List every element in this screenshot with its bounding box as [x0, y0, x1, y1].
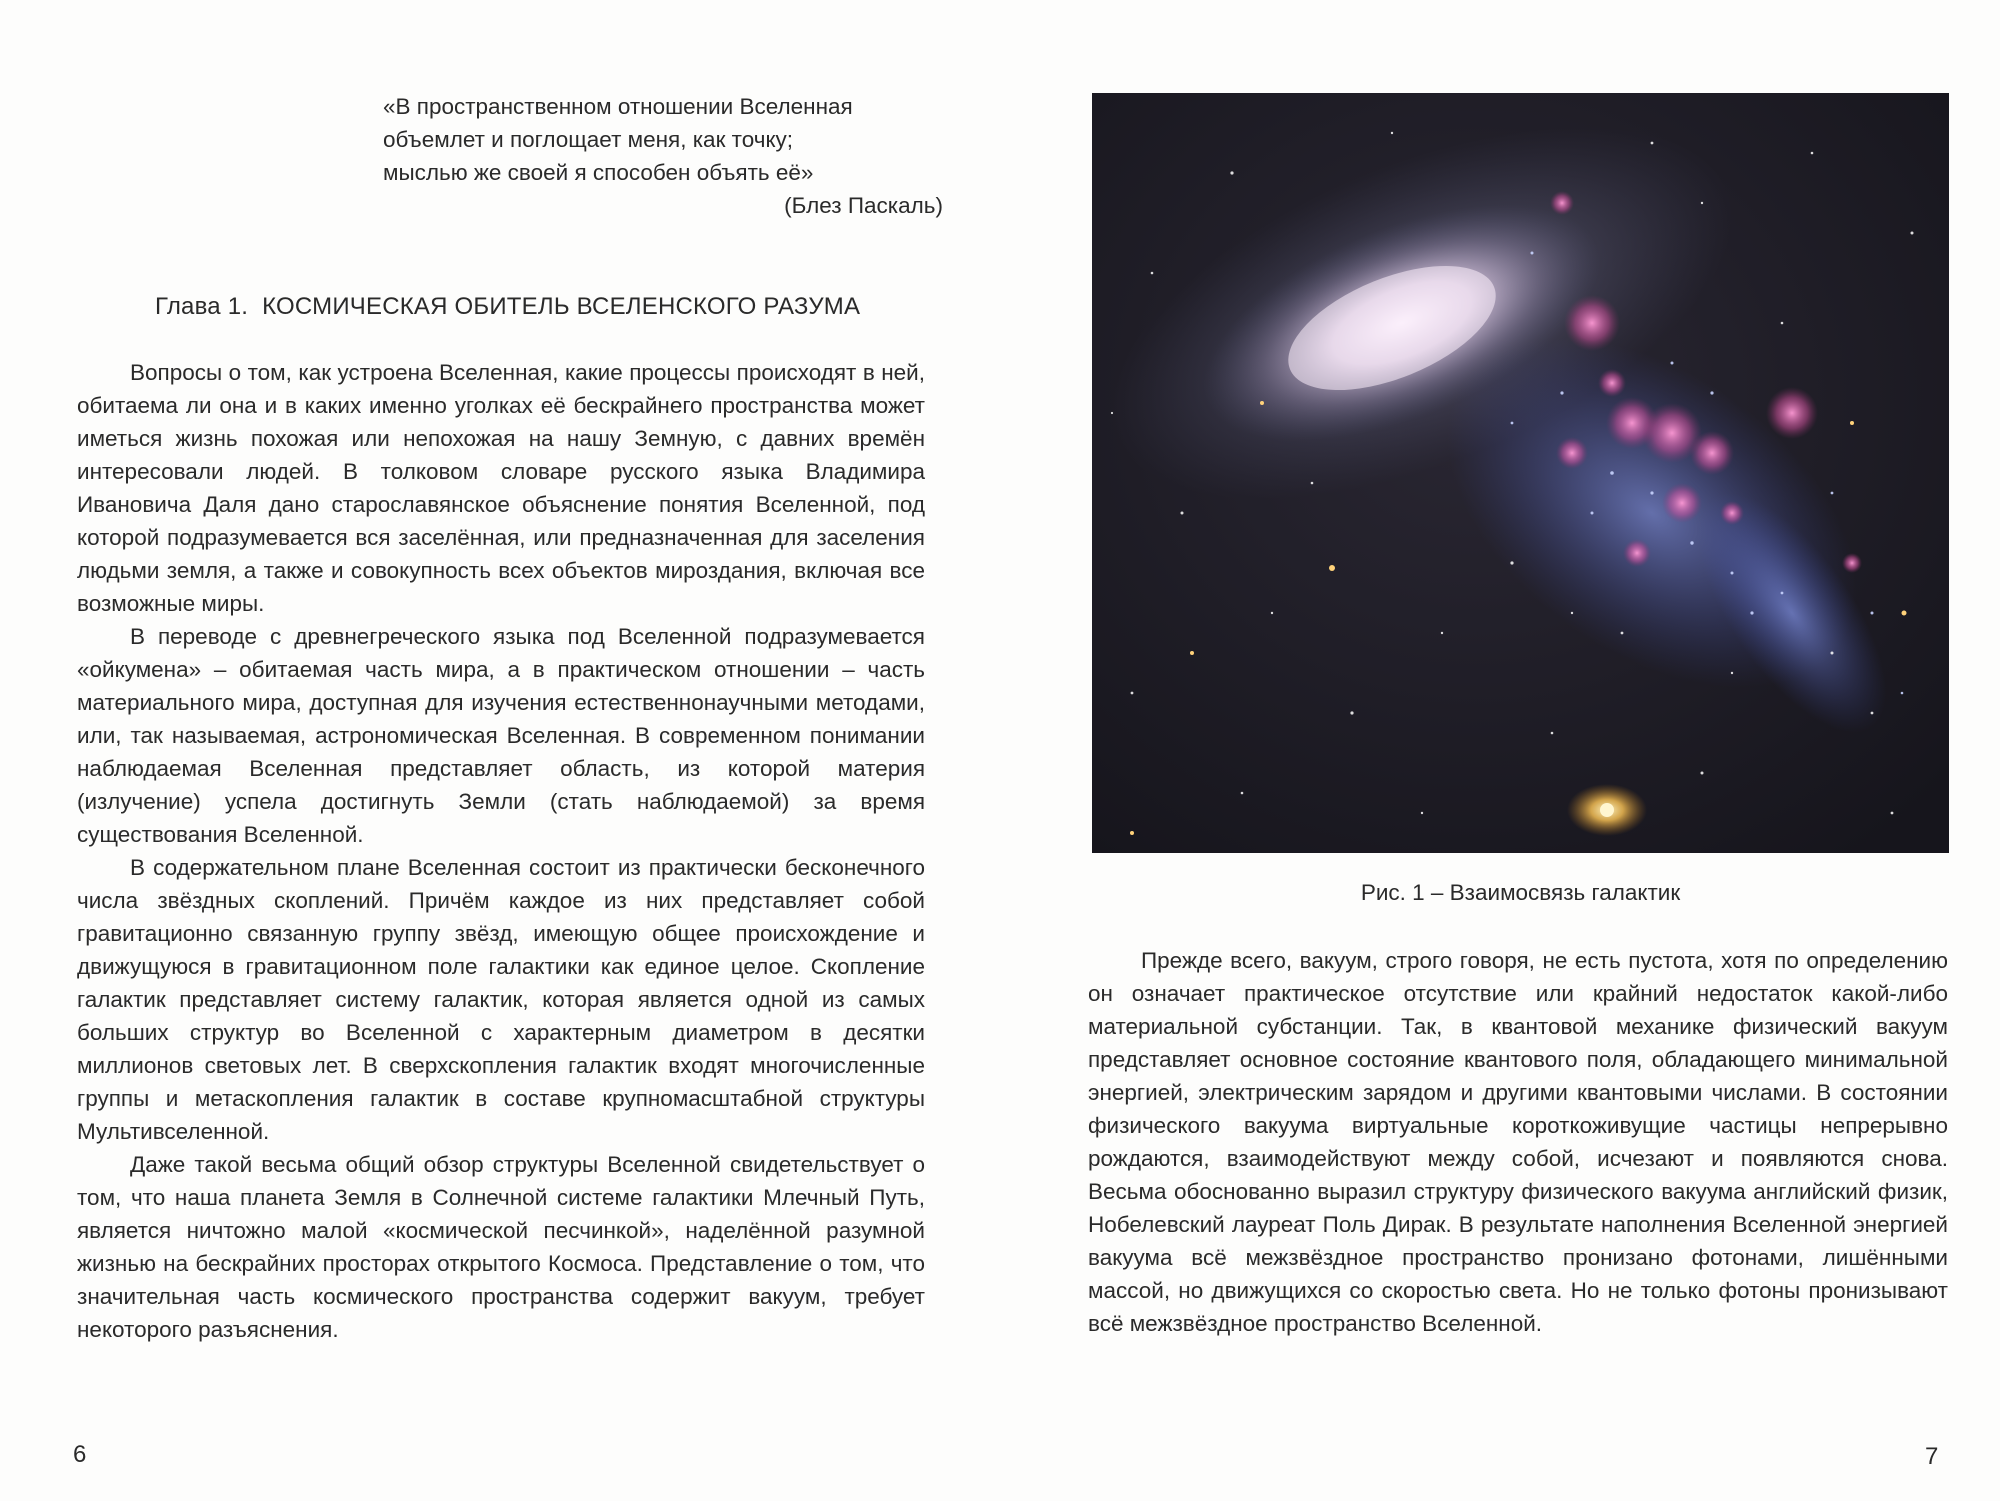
- right-page: [1000, 0, 2000, 1501]
- galaxy-image: [1092, 93, 1949, 853]
- paragraph: Даже такой весьма общий обзор структуры Вселенной свидетельствует о том, что наша планета Земля в Солнечной системе галактики Млечный Путь, является ничтожно малой «космической песчинкой», наделённой разумной жизнью на бескрайних просторах открытого Космоса. Представление о том, что значительная часть космического пространства содержит вакуум, требует некоторого разъяснения.: [77, 1152, 925, 1342]
- paragraph: Прежде всего, вакуум, строго говоря, не есть пустота, хотя по определению он означает практическое отсутствие или крайний недостаток какой-либо материальной субстанции. Так, в квантовой механике физический вакуум представляет основное состояние квантового поля, обладающего минимальной энергией, электрическим зарядом и другими квантовыми числами. В состоянии физического вакуума виртуальные короткоживущие частицы непрерывно рождаются, взаимодействуют между собой, исчезают и появляются снова. Весьма обоснованно выразил структуру физического вакуума английский физик, Нобелевский лауреат Поль Дирак. В результате наполнения Вселенной энергией вакуума всё межзвёздное пространство пронизано фотонами, лишёнными массой, но движущихся со скоростью света. Но не только фотоны пронизывают всё межзвёздное пространство Вселенной.: [1088, 948, 1948, 1336]
- epigraph: [383, 90, 943, 222]
- paragraph: Вопросы о том, как устроена Вселенная, какие процессы происходят в ней, обитаема ли она и в каких именно уголках её бескрайнего пространства может иметься жизнь похожая или непохожая на нашу Земную, с давних времён интересовали людей. В толковом словаре русского языка Владимира Ивановича Даля дано старославянское объяснение понятия Вселенной, под которой подразумевается вся заселённая, или предназначенная для заселения людьми земля, а также и совокупность всех объектов мироздания, включая все возможные миры.: [77, 360, 925, 616]
- left-body-text: [77, 356, 925, 1346]
- figure-caption: Рис. 1 – Взаимосвязь галактик: [1360, 880, 1681, 905]
- epigraph-line: объемлет и поглощает меня, как точку;: [383, 127, 794, 152]
- paragraph: В переводе с древнегреческого языка под Вселенной подразумевается «ойкумена» – обитаемая часть мира, а в практическом отношении – часть материального мира, доступная для изучения естественнонаучными методами, или, так называемая, астрономическая Вселенная. В современном понимании наблюдаемая Вселенная представляет область, из которой материя (излучение) успела достигнуть Земли (стать наблюдаемой) за время существования Вселенной.: [77, 624, 925, 847]
- page-number-left: 6: [73, 1441, 87, 1468]
- chapter-heading: КОСМИЧЕСКАЯ ОБИТЕЛЬ ВСЕЛЕНСКОГО РАЗУМА: [262, 293, 861, 320]
- chapter-title: [155, 290, 955, 324]
- epigraph-author: (Блез Паскаль): [784, 193, 943, 218]
- galaxy-figure: [1092, 93, 1949, 853]
- chapter-label: Глава 1.: [155, 293, 249, 320]
- epigraph-line: «В пространственном отношении Вселенная: [383, 94, 853, 119]
- page-number-right: 7: [1925, 1443, 1939, 1470]
- paragraph: В содержательном плане Вселенная состоит из практически бесконечного числа звёздных скоплений. Причём каждое из них представляет собой гравитационно связанную группу звёзд, имеющую общее происхождение и движущуюся в гравитационном поле галактики как единое целое. Скопление галактик представляет систему галактик, которая является одной из самых больших структур во Вселенной с характерным диаметром в десятки миллионов световых лет. В сверхскопления галактик входят многочисленные группы и метаскопления галактик в составе крупномасштабной структуры Мультивселенной.: [77, 855, 925, 1144]
- epigraph-line: мыслью же своей я способен объять её»: [383, 160, 814, 185]
- right-body-text: [1088, 944, 1948, 1340]
